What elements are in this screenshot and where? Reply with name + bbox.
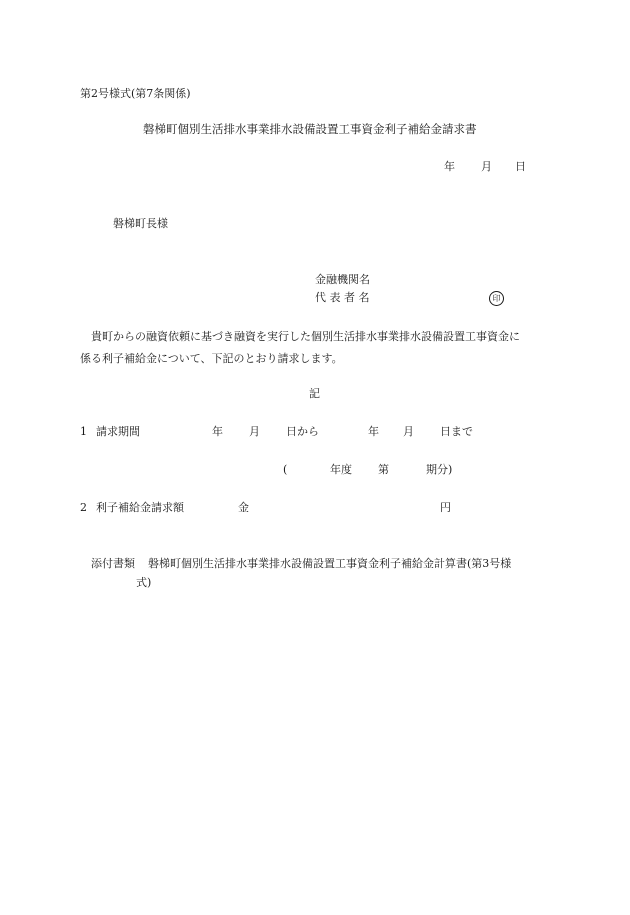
addressee: 磐梯町長様	[113, 217, 168, 230]
item1-number: 1	[80, 425, 87, 438]
attachment-line-1: 磐梯町個別生活排水事業排水設備設置工事資金利子補給金計算書(第3号様	[148, 557, 512, 570]
item2-kin: 金	[238, 501, 249, 514]
item1-fiscal-year: 年度	[330, 463, 352, 476]
body-line-2: 係る利子補給金について、下記のとおり請求します。	[80, 352, 343, 365]
institution-label: 金融機関名	[315, 273, 370, 286]
item1-to-year: 年	[368, 425, 379, 438]
ki-heading: 記	[309, 387, 320, 400]
date-year: 年	[444, 160, 455, 173]
item1-from-day: 日から	[286, 425, 319, 438]
attachment-line-2: 式)	[136, 576, 152, 589]
item2-yen: 円	[440, 501, 451, 514]
item1-to-month: 月	[403, 425, 414, 438]
item2-label: 利子補給金請求額	[96, 501, 184, 514]
representative-label: 代 表 者 名	[315, 291, 370, 304]
item1-label: 請求期間	[96, 425, 140, 438]
item1-to-day: 日まで	[440, 425, 473, 438]
body-paragraph	[80, 326, 560, 370]
date-day: 日	[515, 160, 526, 173]
item1-dai: 第	[378, 463, 389, 476]
attachment-label: 添付書類	[91, 557, 135, 570]
item1-paren-open: (	[283, 463, 288, 476]
form-number: 第2号様式(第7条関係)	[80, 87, 191, 100]
item1-from-year: 年	[212, 425, 223, 438]
item1-from-month: 月	[249, 425, 260, 438]
date-month: 月	[481, 160, 492, 173]
item1-period: 期分)	[426, 463, 453, 476]
body-line-1: 貴町からの融資依頼に基づき融資を実行した個別生活排水事業排水設備設置工事資金に	[91, 330, 520, 343]
seal-mark: 印	[489, 291, 504, 306]
item2-number: 2	[80, 501, 87, 514]
document-title: 磐梯町個別生活排水事業排水設備設置工事資金利子補給金請求書	[143, 122, 477, 136]
